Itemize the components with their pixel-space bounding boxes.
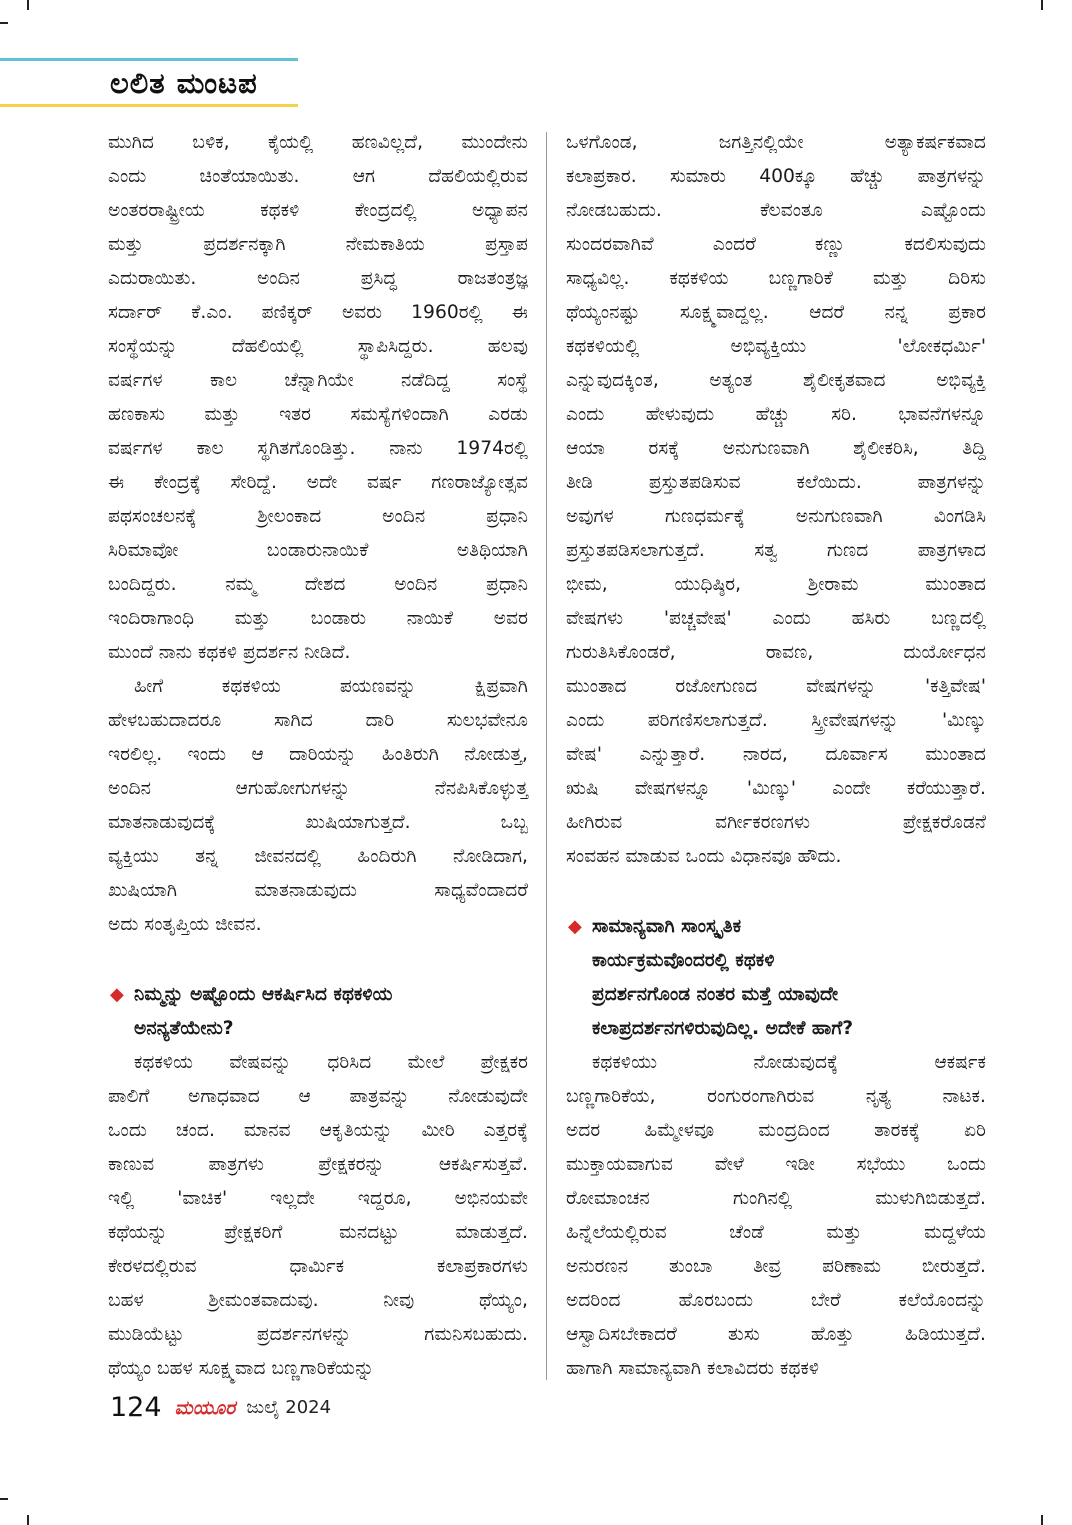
paragraph-line: ಖುಷಿಯಾಗಿ ಮಾತನಾಡುವುದು ಸಾಧ್ಯವೆಂದಾದರೆ — [108, 880, 528, 901]
paragraph-line: ಅಂದಿನ ಆಗುಹೋಗುಗಳನ್ನು ನೆನಪಿಸಿಕೊಳ್ಳುತ್ತ — [108, 778, 528, 799]
paragraph-line: ವರ್ಷಗಳ ಕಾಲ ಚೆನ್ನಾಗಿಯೇ ನಡೆದಿದ್ದ ಸಂಸ್ಥೆ — [108, 370, 528, 391]
paragraph-line: ಕಾಣುವ ಪಾತ್ರಗಳು ಪ್ರೇಕ್ಷಕರನ್ನು ಆಕರ್ಷಿಸುತ್ತವೆ. — [108, 1154, 528, 1175]
page-footer — [110, 1392, 331, 1432]
paragraph-line: ಅದರಿಂದ ಹೊರಬಂದು ಬೇರೆ ಕಲೆಯೊಂದನ್ನು — [566, 1290, 986, 1311]
paragraph-line: ಎಂದು ಪರಿಗಣಿಸಲಾಗುತ್ತದೆ. ಸ್ತ್ರೀವೇಷಗಳನ್ನು 'ಮಿಣ್ಕು — [566, 710, 986, 731]
paragraph-line: ಸಂವಹನ ಮಾಡುವ ಒಂದು ವಿಧಾನವೂ ಹೌದು. — [566, 846, 842, 867]
question-line — [566, 1012, 986, 1046]
paragraph-line: ಹಾಗಾಗಿ ಸಾಮಾನ್ಯವಾಗಿ ಕಲಾವಿದರು ಕಥಕಳಿ — [566, 1358, 820, 1379]
paragraph-line: ಎಂದು ಚಿಂತೆಯಾಯಿತು. ಆಗ ದೆಹಲಿಯಲ್ಲಿರುವ — [108, 166, 528, 187]
crop-mark — [0, 1498, 8, 1500]
header-bottom-rule — [0, 104, 298, 107]
paragraph-line: ಆಯಾ ರಸಕ್ಕೆ ಅನುಗುಣವಾಗಿ ಶೈಲೀಕರಿಸಿ, ತಿದ್ದಿ — [566, 438, 986, 459]
diamond-bullet-icon: ◆ — [568, 916, 582, 937]
page-number: 124 — [110, 1392, 162, 1423]
paragraph-line: ಹಣಕಾಸು ಮತ್ತು ಇತರ ಸಮಸ್ಯೆಗಳಿಂದಾಗಿ ಎರಡು — [108, 404, 528, 425]
paragraph-line: ಹೀಗಿರುವ ವರ್ಗೀಕರಣಗಳು ಪ್ರೇಕ್ಷಕರೊಡನೆ — [566, 812, 986, 833]
question-text: ಅನನ್ಯತೆಯೇನು? — [134, 1018, 234, 1039]
column-divider — [546, 132, 547, 1380]
magazine-name: ಮಯೂರ — [174, 1396, 236, 1419]
crop-mark — [1041, 0, 1043, 10]
crop-mark — [27, 0, 29, 10]
paragraph-line: ಥೆಯ್ಯಂ ಬಹಳ ಸೂಕ್ಷ್ಮವಾದ ಬಣ್ಣಗಾರಿಕೆಯನ್ನು — [108, 1358, 375, 1379]
paragraph-line: ಅಂತರರಾಷ್ಟ್ರೀಯ ಕಥಕಳಿ ಕೇಂದ್ರದಲ್ಲಿ ಅಧ್ಯಾಪನ — [108, 200, 528, 221]
crop-mark — [27, 1515, 29, 1525]
paragraph-line: ಮಾತನಾಡುವುದಕ್ಕೆ ಖುಷಿಯಾಗುತ್ತದೆ. ಒಬ್ಬ — [108, 812, 528, 833]
paragraph-line: ಸಾಧ್ಯವಿಲ್ಲ. ಕಥಕಳಿಯ ಬಣ್ಣಗಾರಿಕೆ ಮತ್ತು ದಿರಿಸು — [566, 268, 986, 289]
paragraph-line: ಮುಂತಾದ ರಜೋಗುಣದ ವೇಷಗಳನ್ನು 'ಕತ್ತಿವೇಷ' — [566, 676, 986, 697]
paragraph-line: ಕಥಕಳಿಯಲ್ಲಿ ಅಭಿವ್ಯಕ್ತಿಯು 'ಲೋಕಧರ್ಮಿ' — [566, 336, 986, 357]
section-title: ಲಲಿತ ಮಂಟಪ — [110, 66, 258, 100]
header-top-rule — [0, 58, 298, 61]
paragraph-line: ಬಂದಿದ್ದರು. ನಮ್ಮ ದೇಶದ ಅಂದಿನ ಪ್ರಧಾನಿ — [108, 574, 528, 595]
paragraph-line: ಪಾಲಿಗೆ ಅಗಾಧವಾದ ಆ ಪಾತ್ರವನ್ನು ನೋಡುವುದೇ — [108, 1086, 528, 1107]
question-line — [566, 944, 986, 978]
question-text: ಕಲಾಪ್ರದರ್ಶನಗಳಿರುವುದಿಲ್ಲ. ಅದೇಕೆ ಹಾಗೆ? — [592, 1018, 854, 1039]
paragraph-line: ನೋಡಬಹುದು. ಕೆಲವಂತೂ ಎಷ್ಟೊಂದು — [566, 200, 986, 221]
paragraph-line: ಎದುರಾಯಿತು. ಅಂದಿನ ಪ್ರಸಿದ್ಧ ರಾಜತಂತ್ರಜ್ಞ — [108, 268, 528, 289]
crop-mark — [1041, 1515, 1043, 1525]
question-line — [566, 978, 986, 1012]
paragraph-line: ಪಥಸಂಚಲನಕ್ಕೆ ಶ್ರೀಲಂಕಾದ ಅಂದಿನ ಪ್ರಧಾನಿ — [108, 506, 528, 527]
left-column — [108, 126, 528, 1386]
question-text: ಪ್ರದರ್ಶನಗೊಂಡ ನಂತರ ಮತ್ತೆ ಯಾವುದೇ — [592, 984, 839, 1005]
paragraph-line: ಹೀಗೆ ಕಥಕಳಿಯ ಪಯಣವನ್ನು ಕ್ಷಿಪ್ರವಾಗಿ — [134, 676, 528, 697]
diamond-bullet-icon: ◆ — [110, 984, 124, 1005]
paragraph-line: ವೇಷ' ಎನ್ನುತ್ತಾರೆ. ನಾರದ, ದೂರ್ವಾಸ ಮುಂತಾದ — [566, 744, 986, 765]
paragraph-line: ಸುಂದರವಾಗಿವೆ ಎಂದರೆ ಕಣ್ಣು ಕದಲಿಸುವುದು — [566, 234, 986, 255]
crop-mark — [0, 22, 8, 24]
paragraph-line: ವ್ಯಕ್ತಿಯು ತನ್ನ ಜೀವನದಲ್ಲಿ ಹಿಂದಿರುಗಿ ನೋಡಿದಾಗ, — [108, 846, 528, 867]
paragraph-line: ಋಷಿ ವೇಷಗಳನ್ನೂ 'ಮಿಣ್ಕು' ಎಂದೇ ಕರೆಯುತ್ತಾರೆ. — [566, 778, 986, 799]
paragraph-line: ಎಂದು ಹೇಳುವುದು ಹೆಚ್ಚು ಸರಿ. ಭಾವನೆಗಳನ್ನೂ — [566, 404, 986, 425]
issue-date: ಜುಲೈ 2024 — [246, 1397, 332, 1418]
paragraph-line: ಬಹಳ ಶ್ರೀಮಂತವಾದುವು. ನೀವು ಥೆಯ್ಯಂ, — [108, 1290, 528, 1311]
paragraph-line: ಮುಕ್ತಾಯವಾಗುವ ವೇಳೆ ಇಡೀ ಸಭೆಯು ಒಂದು — [566, 1154, 986, 1175]
question-line — [108, 978, 528, 1012]
paragraph-line: ಸರ್ದಾರ್ ಕೆ.ಎಂ. ಪಣಿಕ್ಕರ್ ಅವರು 1960ರಲ್ಲಿ ಈ — [108, 302, 528, 323]
paragraph-line: ತೀಡಿ ಪ್ರಸ್ತುತಪಡಿಸುವ ಕಲೆಯಿದು. ಪಾತ್ರಗಳನ್ನು — [566, 472, 986, 493]
paragraph-line: ವೇಷಗಳು 'ಪಚ್ಚವೇಷ' ಎಂದು ಹಸಿರು ಬಣ್ಣದಲ್ಲಿ — [566, 608, 986, 629]
paragraph-line: ಕಲಾಪ್ರಕಾರ. ಸುಮಾರು 400ಕ್ಕೂ ಹೆಚ್ಚು ಪಾತ್ರಗಳನ್ನು — [566, 166, 986, 187]
paragraph-line: ರೋಮಾಂಚನ ಗುಂಗಿನಲ್ಲಿ ಮುಳುಗಿಬಿಡುತ್ತದೆ. — [566, 1188, 986, 1209]
paragraph-line: ಮುಂದೆ ನಾನು ಕಥಕಳಿ ಪ್ರದರ್ಶನ ನೀಡಿದೆ. — [108, 642, 351, 663]
question-text: ಸಾಮಾನ್ಯವಾಗಿ ಸಾಂಸ್ಕೃತಿಕ — [592, 916, 742, 937]
paragraph-line: ಕಥೆಯನ್ನು ಪ್ರೇಕ್ಷಕರಿಗೆ ಮನದಟ್ಟು ಮಾಡುತ್ತದೆ. — [108, 1222, 528, 1243]
paragraph-line: ಒಳಗೊಂಡ, ಜಗತ್ತಿನಲ್ಲಿಯೇ ಅತ್ಯಾಕರ್ಷಕವಾದ — [566, 132, 986, 153]
paragraph-line: ಒಂದು ಚಂದ. ಮಾನವ ಆಕೃತಿಯನ್ನು ಮೀರಿ ಎತ್ತರಕ್ಕೆ — [108, 1120, 528, 1141]
paragraph-line: ಕಥಕಳಿಯ ವೇಷವನ್ನು ಧರಿಸಿದ ಮೇಲೆ ಪ್ರೇಕ್ಷಕರ — [134, 1052, 528, 1073]
paragraph-line: ಈ ಕೇಂದ್ರಕ್ಕೆ ಸೇರಿದ್ದೆ. ಅದೇ ವರ್ಷ ಗಣರಾಜ್ಯೋತ್ಸವ — [108, 472, 528, 493]
section-header — [0, 58, 298, 108]
right-column — [566, 126, 986, 1386]
paragraph-line: ಗುರುತಿಸಿಕೊಂಡರೆ, ರಾವಣ, ದುರ್ಯೋಧನ — [566, 642, 986, 663]
paragraph-line: ಇಂದಿರಾಗಾಂಧಿ ಮತ್ತು ಬಂಡಾರು ನಾಯಿಕೆ ಅವರ — [108, 608, 528, 629]
paragraph-line: ಪ್ರಸ್ತುತಪಡಿಸಲಾಗುತ್ತದೆ. ಸತ್ವ ಗುಣದ ಪಾತ್ರಗಳಾದ — [566, 540, 986, 561]
paragraph-line: ಕಥಕಳಿಯು ನೋಡುವುದಕ್ಕೆ ಆಕರ್ಷಕ — [592, 1052, 986, 1073]
paragraph-line: ಮುಡಿಯೆಟ್ಟು ಪ್ರದರ್ಶನಗಳನ್ನು ಗಮನಿಸಬಹುದು. — [108, 1324, 528, 1345]
question-line — [566, 910, 986, 944]
paragraph-line: ವರ್ಷಗಳ ಕಾಲ ಸ್ಥಗಿತಗೊಂಡಿತ್ತು. ನಾನು 1974ರಲ್ಲಿ — [108, 438, 528, 459]
paragraph-line: ಭೀಮ, ಯುಧಿಷ್ಠಿರ, ಶ್ರೀರಾಮ ಮುಂತಾದ — [566, 574, 986, 595]
spacer — [108, 942, 528, 978]
paragraph-line: ಆಸ್ವಾದಿಸಬೇಕಾದರೆ ತುಸು ಹೊತ್ತು ಹಿಡಿಯುತ್ತದೆ. — [566, 1324, 986, 1345]
paragraph-line: ಬಣ್ಣಗಾರಿಕೆಯ, ರಂಗುರಂಗಾಗಿರುವ ನೃತ್ಯ ನಾಟಕ. — [566, 1086, 986, 1107]
question-text: ನಿಮ್ಮನ್ನು ಅಷ್ಟೊಂದು ಆಕರ್ಷಿಸಿದ ಕಥಕಳಿಯ — [134, 984, 393, 1005]
paragraph-line: ಹಿನ್ನೆಲೆಯಲ್ಲಿರುವ ಚೆಂಡೆ ಮತ್ತು ಮದ್ದಳೆಯ — [566, 1222, 986, 1243]
paragraph-line: ಎನ್ನುವುದಕ್ಕಿಂತ, ಅತ್ಯಂತ ಶೈಲೀಕೃತವಾದ ಅಭಿವ್ಯಕ್ತಿ — [566, 370, 986, 391]
paragraph-line: ಅನುರಣನ ತುಂಬಾ ತೀವ್ರ ಪರಿಣಾಮ ಬೀರುತ್ತದೆ. — [566, 1256, 986, 1277]
paragraph-line: ಸಿರಿಮಾವೋ ಬಂಡಾರುನಾಯಿಕೆ ಅತಿಥಿಯಾಗಿ — [108, 540, 528, 561]
paragraph-line: ಕೇರಳದಲ್ಲಿರುವ ಧಾರ್ಮಿಕ ಕಲಾಪ್ರಕಾರಗಳು — [108, 1256, 528, 1277]
paragraph-line: ಅದು ಸಂತೃಪ್ತಿಯ ಜೀವನ. — [108, 914, 262, 935]
paragraph-line: ಇರಲಿಲ್ಲ. ಇಂದು ಆ ದಾರಿಯನ್ನು ಹಿಂತಿರುಗಿ ನೋಡುತ್ತ, — [108, 744, 528, 765]
spacer — [566, 874, 986, 910]
question-line — [108, 1012, 528, 1046]
paragraph-line: ಮುಗಿದ ಬಳಿಕ, ಕೈಯಲ್ಲಿ ಹಣವಿಲ್ಲದೆ, ಮುಂದೇನು — [108, 132, 528, 153]
paragraph-line: ಥೆಯ್ಯಂನಷ್ಟು ಸೂಕ್ಷ್ಮವಾದ್ದಲ್ಲ. ಆದರೆ ನನ್ನ ಪ್ರಕಾರ — [566, 302, 986, 323]
paragraph-line: ಇಲ್ಲಿ 'ವಾಚಿಕ' ಇಲ್ಲದೇ ಇದ್ದರೂ, ಅಭಿನಯವೇ — [108, 1188, 528, 1209]
paragraph-line: ಅದರ ಹಿಮ್ಮೇಳವೂ ಮಂದ್ರದಿಂದ ತಾರಕಕ್ಕೆ ಏರಿ — [566, 1120, 986, 1141]
paragraph-line: ಅವುಗಳ ಗುಣಧರ್ಮಕ್ಕೆ ಅನುಗುಣವಾಗಿ ವಿಂಗಡಿಸಿ — [566, 506, 986, 527]
question-text: ಕಾರ್ಯಕ್ರಮವೊಂದರಲ್ಲಿ ಕಥಕಳಿ — [592, 950, 775, 971]
paragraph-line: ಹೇಳಬಹುದಾದರೂ ಸಾಗಿದ ದಾರಿ ಸುಲಭವೇನೂ — [108, 710, 528, 731]
paragraph-line: ಸಂಸ್ಥೆಯನ್ನು ದೆಹಲಿಯಲ್ಲಿ ಸ್ಥಾಪಿಸಿದ್ದರು. ಹಲವು — [108, 336, 528, 357]
paragraph-line: ಮತ್ತು ಪ್ರದರ್ಶನಕ್ಕಾಗಿ ನೇಮಕಾತಿಯ ಪ್ರಸ್ತಾಪ — [108, 234, 528, 255]
